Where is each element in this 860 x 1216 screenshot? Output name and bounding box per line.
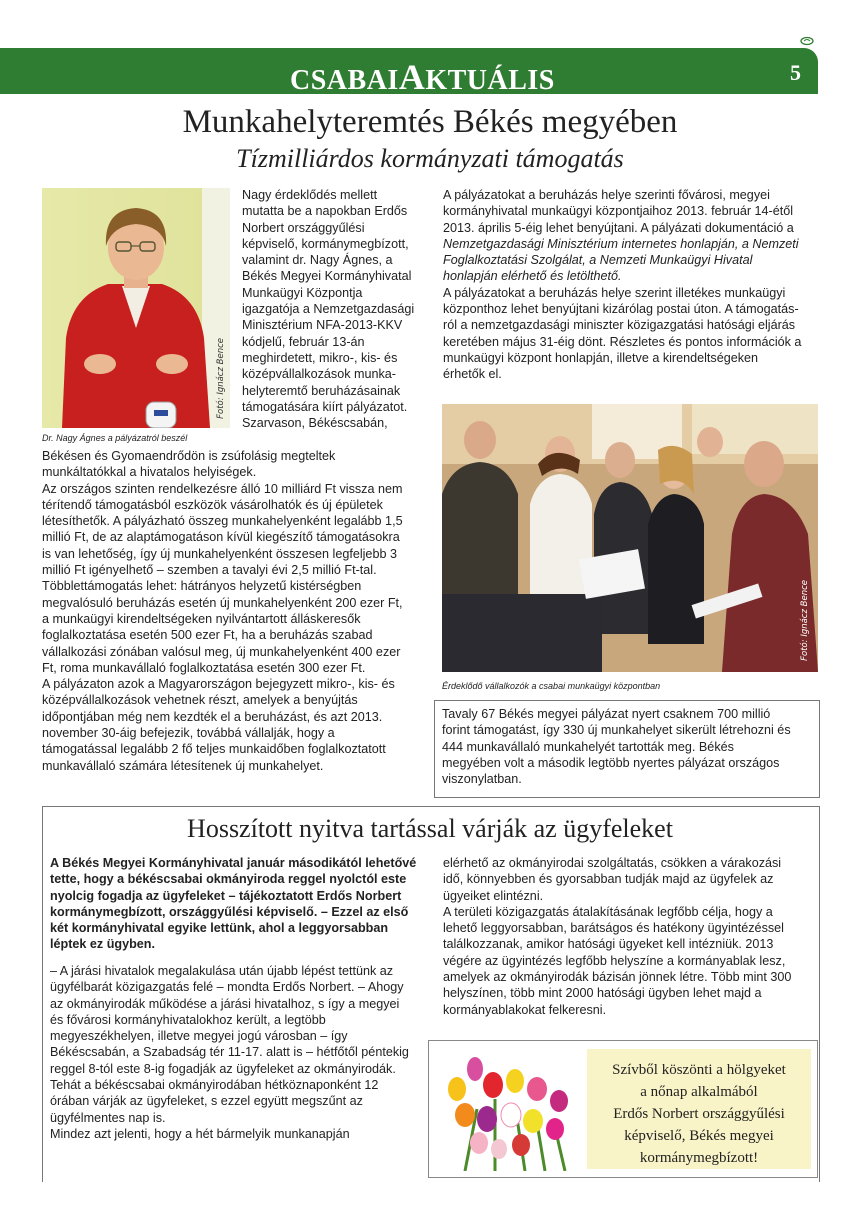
text-line: Foglalkoztatási Szolgálat, a Nemzeti Munkaügyi Hivatal xyxy=(443,253,753,268)
greeting-panel xyxy=(587,1049,811,1169)
text-line: keretében május 31-éig dönt. Részletes és pontos információk a xyxy=(443,334,802,349)
text-line: A pályázaton azok a Magyarországon bejegyzett mikro-, kis- és xyxy=(42,677,395,692)
text-line: a munkaügyi kirendeltségeken nyilvántartott álláskeresők xyxy=(42,611,361,626)
text-line: középvállalkozások munka- xyxy=(242,367,396,382)
greeting-line: kormánymegbízott! xyxy=(639,1150,759,1166)
greeting-line: képviselő, Békés megyei xyxy=(624,1128,774,1144)
text-line: honlapján elérhető és letölthető. xyxy=(443,269,622,284)
masthead-title xyxy=(290,56,555,98)
text-line: nyolcig fogadja az ügyfeleket – tájékoztatott Erdős Norbert xyxy=(50,888,402,903)
text-line: reggel 8-tól este 8-ig fogadják az ügyfeleket az okmányirodák. xyxy=(50,1061,396,1076)
text-line: A területi közigazgatás átalakításának legfőbb célja, hogy a xyxy=(443,904,773,919)
masthead-suffix: KTUÁLIS xyxy=(425,65,555,96)
article-body-right xyxy=(443,187,821,383)
text-line: megvalósuló beruházás esetén új munkahelyenként 200 ezer Ft, xyxy=(42,595,403,610)
text-line: érhetők el. xyxy=(443,367,502,382)
text-line: Nemzetgazdasági Minisztérium internetes honlapján, a Nemzeti xyxy=(443,236,799,251)
text-line: 444 munkavállaló munkahelyét tartották meg. Békés xyxy=(442,739,734,754)
text-line: térítendő támogatásból eszközök vásárolhatók és új épületek xyxy=(42,497,383,512)
text-line: ról a nemzetgazdasági miniszter közigazgatási hatósági eljárás xyxy=(443,318,796,333)
text-line: Békésen és Gyomaendrődön is zsúfolásig megteltek xyxy=(42,449,336,463)
text-line: helyszínen, több mint 2000 hatósági ügyben lehet majd a xyxy=(443,986,762,1001)
text-line: is van lehetőség, így új munkahelyenként összesen legfeljebb 3 xyxy=(42,546,397,561)
text-line: Nagy érdeklődés mellett xyxy=(242,188,378,202)
greeting-line: a nőnap alkalmából xyxy=(640,1084,758,1100)
text-line: léptek ez ügyben. xyxy=(50,937,155,952)
photo-credit: Fotó: Ignácz Bence xyxy=(800,580,810,661)
text-line: 2013. április 5-éig lehet benyújtani. A pályázati dokumentáció a xyxy=(443,220,794,235)
text-line: munkavállaló számára létesítenek új munkahelyet. xyxy=(42,758,324,773)
text-line: támogatására kiírt pályázatot. xyxy=(242,399,408,414)
text-line: kormánymegbízott, országgyűlési képviselő. – Ezzel az első xyxy=(50,904,409,919)
page-number: 5 xyxy=(790,60,801,85)
text-line: munkáltatókkal a hivatalos helyiségek. xyxy=(42,465,257,480)
text-line: vállalkozási zónában valósul meg, új munkahelyenként 400 ezer xyxy=(42,644,401,659)
text-line: valamint dr. Nagy Ágnes, a xyxy=(242,253,393,268)
text-line: végére az ügyintézés legfőbb helyszíne a kormányablak lesz, xyxy=(443,953,786,968)
article-subtitle: Tízmilliárdos kormányzati támogatás xyxy=(236,144,624,173)
text-line: A pályázatokat a beruházás helye szerinti fővárosi, megyei xyxy=(443,188,770,202)
text-line: két kormányhivatal egyike lettünk, ahol a leggyorsabban xyxy=(50,921,389,936)
text-line: meghirdetett, mikro-, kis- és xyxy=(242,350,398,365)
text-line: Az országos szinten rendelkezésre álló 10 milliárd Ft vissza nem xyxy=(42,481,403,496)
text-line: lehető leggyorsabban, barátságos és hatékony ügyintézéssel xyxy=(443,921,784,936)
text-line: megyeszékhelyen, illetve megyei jogú városban – így xyxy=(50,1029,348,1044)
text-line: támogatással legalább 2 fő teljes munkaidőben foglalkoztatott xyxy=(42,742,386,757)
text-line: tette, hogy a békéscsabai okmányiroda reggel nyolctól este xyxy=(50,872,407,887)
text-line: órában várják az ügyfeleket, s ezzel együtt megszűnt az xyxy=(50,1094,363,1109)
text-line: november 30-áig befejezik, továbbá vállalják, hogy a xyxy=(42,726,335,741)
article2-lead xyxy=(50,855,430,953)
text-line: kormányablakokat felkeresni. xyxy=(443,1002,607,1017)
text-line: az okmányirodák működése a járási hivatalhoz, s így a megyei xyxy=(50,996,400,1011)
swirl-icon xyxy=(800,36,814,46)
text-line: Minisztérium NFA-2013-KKV xyxy=(242,318,403,333)
text-line: munkaügyi központ honlapján, illetve a kirendeltségeken xyxy=(443,350,759,365)
text-line: Munkaügyi Központja xyxy=(242,285,363,300)
text-line: A Békés Megyei Kormányhivatal január másodikától lehetővé xyxy=(50,856,417,870)
text-line: helyteremtő beruházásainak xyxy=(242,383,401,398)
article-lead-column xyxy=(242,187,438,431)
text-line: foglalkoztatása esetén 500 ezer Ft, ha a beruházás szabad xyxy=(42,628,373,643)
tulip-bouquet-image xyxy=(435,1049,585,1171)
text-line: Békéscsabán, a Szabadság tér 11-17. alatt is – hétfőtől péntekig xyxy=(50,1045,409,1060)
text-line: Tavaly 67 Békés megyei pályázat nyert csaknem 700 millió xyxy=(442,707,771,721)
info-box-text xyxy=(442,706,816,787)
article-title: Munkahelyteremtés Békés megyében xyxy=(182,104,678,140)
greeting-text xyxy=(587,1059,811,1169)
masthead-prefix: CSABAI xyxy=(290,65,399,96)
text-line: millió Ft igényelhető – szemben a tavalyi évi 2,5 millió Ft-tal. xyxy=(42,563,377,578)
text-line: ügyfélbarát közigazgatás felé – mondta Erdős Norbert. – Ahogy xyxy=(50,980,404,995)
photo-caption: Dr. Nagy Ágnes a pályázatról beszél xyxy=(42,433,188,443)
text-line: – A járási hivatalok megalakulása után újabb lépést tettünk az xyxy=(50,964,394,978)
text-line: mutatta be a napokban Erdős xyxy=(242,204,408,219)
text-line: központhoz lehet benyújtani kizárólag postai úton. A támogatás- xyxy=(443,302,799,317)
text-line: kódjelű, február 13-án xyxy=(242,334,365,349)
text-line: amelyek az okmányirodák bázisán jönnek létre. Több mint 300 xyxy=(443,970,792,985)
text-line: Ft, roma munkavállaló foglalkoztatása esetén 300 ezer Ft. xyxy=(42,660,366,675)
audience-photo xyxy=(442,404,818,672)
text-line: Norbert országgyűlési xyxy=(242,220,365,235)
article-body-left xyxy=(42,448,438,774)
text-line: forint támogatást, így 330 új munkahelyet sikerült létrehozni és xyxy=(442,723,791,738)
photo-caption: Érdeklődő vállalkozók a csabai munkaügyi központban xyxy=(442,681,661,691)
greeting-line: Szívből köszönti a hölgyeket xyxy=(612,1062,786,1078)
text-line: Mindez azt jelenti, hogy a hét bármelyik munkanapján xyxy=(50,1126,350,1141)
text-line: idő, könnyebben és gyorsabban tudják majd az ügyfelek az xyxy=(443,872,774,887)
masthead-initial: A xyxy=(398,57,426,97)
article2-title: Hosszított nyitva tartással várják az ügyfeleket xyxy=(187,814,673,843)
text-line: viszonylatban. xyxy=(442,772,522,787)
photo-credit: Fotó: Ignácz Bence xyxy=(216,338,226,419)
text-line: Békés Megyei Kormányhivatal xyxy=(242,269,412,284)
article2-body-right xyxy=(443,855,821,1018)
greeting-box xyxy=(428,1040,818,1178)
text-line: ügyeiket elintézni. xyxy=(443,888,544,903)
text-line: igazgatója a Nemzetgazdasági xyxy=(242,302,415,317)
text-line: képviselő, kormánymegbízott, xyxy=(242,236,409,251)
portrait-photo xyxy=(42,188,230,428)
text-line: millió Ft, de az alaptámogatáson kívül kiegészítő támogatásokra xyxy=(42,530,400,545)
text-line: Többlettámogatás lehet: hátrányos helyzetű kistérségben xyxy=(42,579,362,594)
text-line: Tehát a békéscsabai okmányirodában hétköznaponként 12 xyxy=(50,1078,379,1093)
text-line: létesíthetők. A pályázható összeg munkahelyenként legalább 1,5 xyxy=(42,514,403,529)
text-line: A pályázatokat a beruházás helye szerint illetékes munkaügyi xyxy=(443,285,786,300)
greeting-line: Erdős Norbert országgyűlési xyxy=(613,1106,785,1122)
text-line: találkozzanak, amikor hatósági ügyeket kell intézniük. 2013 xyxy=(443,937,774,952)
text-line: elérhető az okmányirodai szolgáltatás, csökken a várakozási xyxy=(443,856,782,870)
text-line: ügyfélmentes nap is. xyxy=(50,1110,166,1125)
text-line: időpontjában még nem kezdték el a beruházást, és azt 2013. xyxy=(42,709,383,724)
text-line: kormányhivatal munkaügyi központjaihoz 2013. február 14-étől xyxy=(443,204,794,219)
text-line: középvállalkozások vehetnek részt, amelyek a benyújtás xyxy=(42,693,358,708)
text-line: megyében volt a második legtöbb nyertes pályázat országos xyxy=(442,755,780,770)
text-line: és fővárosi kormányhivatalokhoz került, a legtöbb xyxy=(50,1012,326,1027)
text-line: Szarvason, Békéscsabán, xyxy=(242,416,388,431)
article2-body-left xyxy=(50,963,430,1142)
